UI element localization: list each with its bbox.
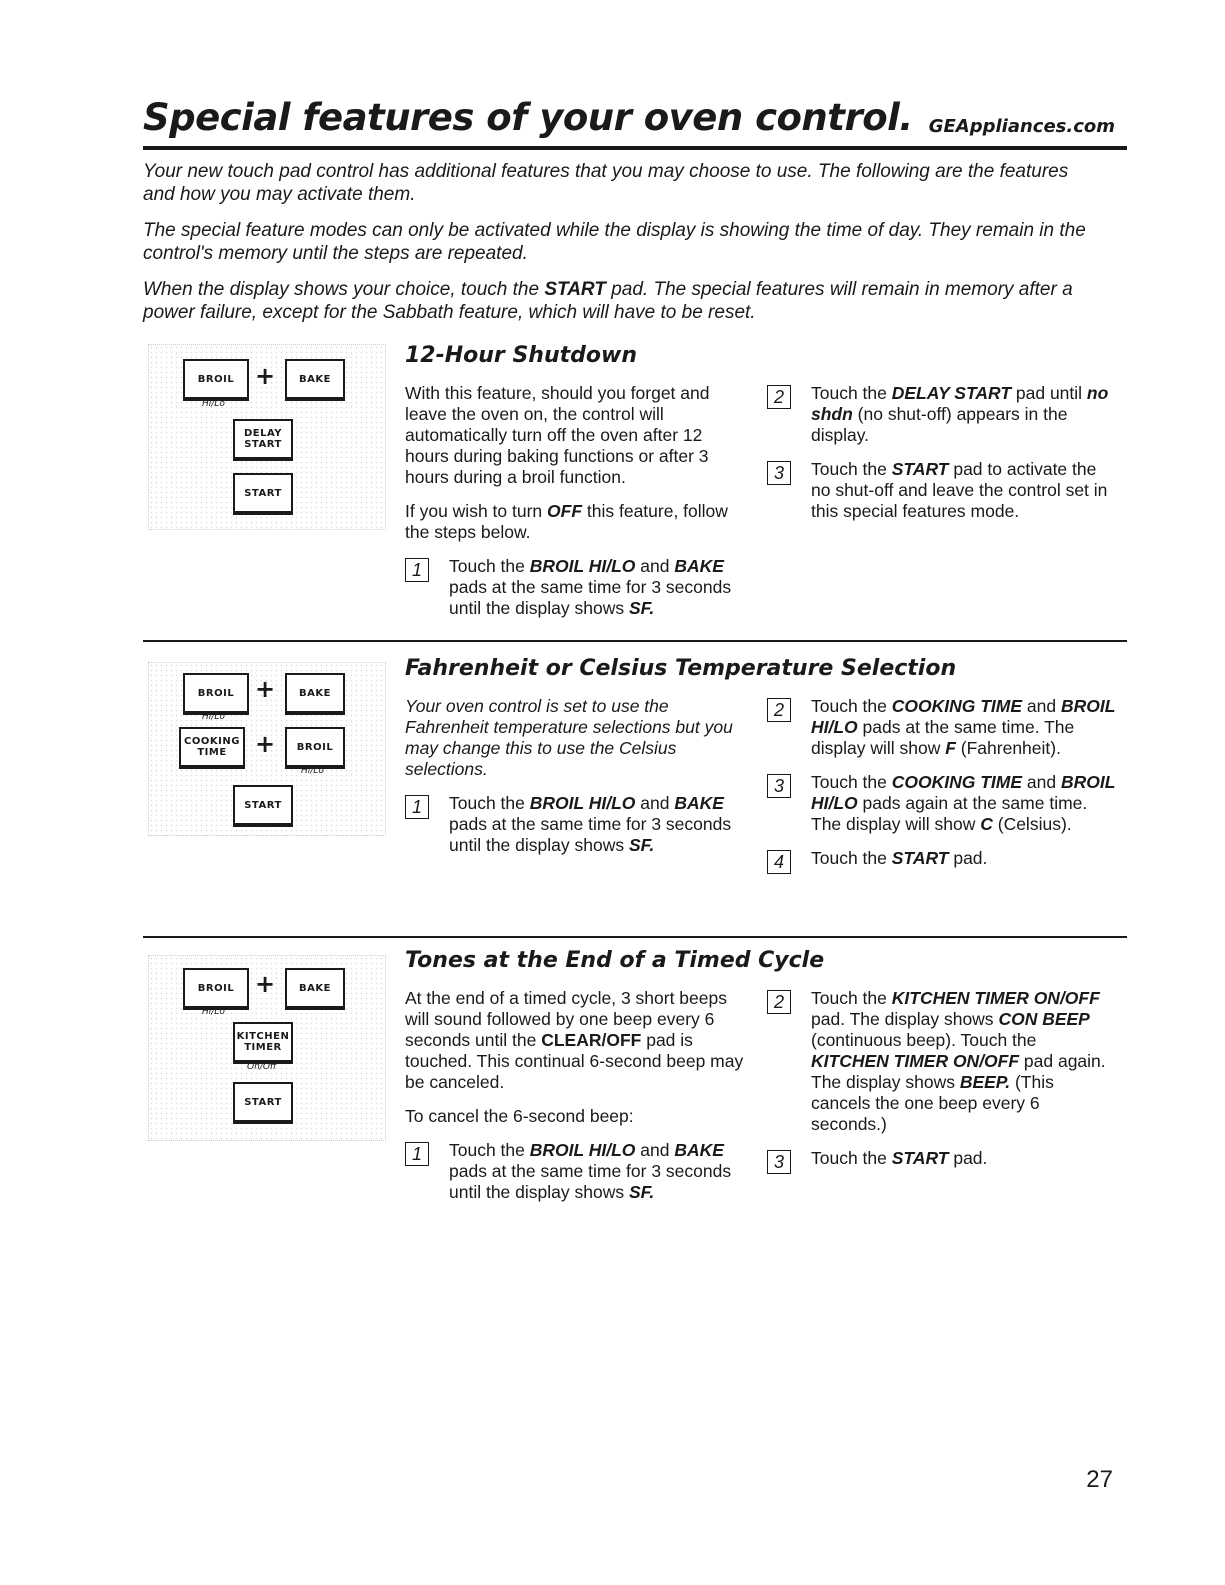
section-text (405, 696, 745, 869)
section-heading: 12-Hour Shutdown (405, 343, 637, 368)
page-number: 27 (1086, 1466, 1113, 1493)
section-heading: Tones at the End of a Timed Cycle (405, 948, 825, 973)
paragraph: With this feature, should you forget and leave the oven on, the control will automatically turn off the oven after 12 hours during baking functions or after 3 hours during a broil function. (405, 383, 710, 487)
page-title: Special features of your oven control. (143, 96, 913, 139)
header-rule (143, 146, 1127, 150)
step-number: 2 (767, 385, 791, 409)
section-text (767, 696, 1117, 882)
control-panel-illustration (148, 955, 386, 1141)
step-item: 3 Touch the START pad to activate the no shut-off and leave the control set in this special features mode. (767, 459, 1117, 522)
paragraph: Your oven control is set to use the Fahrenheit temperature selections but you may change this to use the Celsius selections. (405, 696, 733, 779)
section-text (767, 988, 1117, 1182)
kitchen-timer-pad: KITCHEN TIMER (233, 1022, 293, 1062)
step-item: 1 Touch the BROIL HI/LO and BAKE pads at the same time for 3 seconds until the display shows SF. (405, 793, 745, 856)
section-text (405, 383, 745, 632)
step-number: 3 (767, 461, 791, 485)
step-number: 1 (405, 795, 429, 819)
section-divider (143, 640, 1127, 642)
on-off-label: On/Off (247, 1062, 277, 1072)
hi-lo-label: Hi/Lo (202, 712, 225, 722)
step-item: 2 Touch the DELAY START pad until no shdn (no shut-off) appears in the display. (767, 383, 1117, 446)
section-divider (143, 936, 1127, 938)
control-panel-illustration (148, 344, 386, 530)
bake-pad: BAKE (285, 968, 345, 1008)
intro-paragraph: The special feature modes can only be activated while the display is showing the time of day. They remain in the control's memory until the steps are repeated. (143, 220, 1086, 264)
broil-pad: BROIL (183, 359, 249, 399)
section-text (405, 988, 745, 1216)
delay-start-pad: DELAY START (233, 419, 293, 459)
cooking-time-pad: COOKING TIME (179, 727, 245, 767)
paragraph: To cancel the 6-second beep: (405, 1106, 634, 1126)
step-item: 3 Touch the COOKING TIME and BROIL HI/LO pads again at the same time. The display will show C (Celsius). (767, 772, 1117, 835)
site-url: GEAppliances.com (928, 116, 1115, 137)
plus-icon: + (255, 970, 276, 998)
plus-icon: + (255, 675, 276, 703)
step-number: 4 (767, 850, 791, 874)
paragraph: If you wish to turn OFF this feature, follow the steps below. (405, 501, 728, 542)
step-number: 3 (767, 774, 791, 798)
start-pad: START (233, 1082, 293, 1122)
bake-pad: BAKE (285, 673, 345, 713)
step-item: 2 Touch the COOKING TIME and BROIL HI/LO pads at the same time. The display will show F (Fahrenheit). (767, 696, 1117, 759)
section-text (767, 383, 1117, 535)
intro-paragraph: When the display shows your choice, touch the START pad. The special features will remain in memory after a power failure, except for the Sabbath feature, which will have to be reset. (143, 279, 1073, 323)
start-pad: START (233, 473, 293, 513)
intro-paragraph: Your new touch pad control has additional features that you may choose to use. The following are the features and how you may activate them. (143, 161, 1069, 205)
start-pad: START (233, 785, 293, 825)
broil-pad: BROIL (285, 727, 345, 767)
hi-lo-label: Hi/Lo (202, 399, 225, 409)
control-panel-illustration (148, 662, 386, 836)
bake-pad: BAKE (285, 359, 345, 399)
intro-text (143, 160, 1103, 337)
hi-lo-label: Hi/Lo (301, 766, 324, 776)
step-number: 1 (405, 558, 429, 582)
section-heading: Fahrenheit or Celsius Temperature Selection (405, 656, 957, 681)
step-item: 1 Touch the BROIL HI/LO and BAKE pads at the same time for 3 seconds until the display shows SF. (405, 1140, 745, 1203)
hi-lo-label: Hi/Lo (202, 1007, 225, 1017)
step-number: 2 (767, 990, 791, 1014)
step-item: 1 Touch the BROIL HI/LO and BAKE pads at the same time for 3 seconds until the display shows SF. (405, 556, 745, 619)
step-number: 2 (767, 698, 791, 722)
step-item: 4 Touch the START pad. (767, 848, 1117, 869)
step-number: 3 (767, 1150, 791, 1174)
plus-icon: + (255, 362, 276, 390)
step-item: 3 Touch the START pad. (767, 1148, 1117, 1169)
plus-icon: + (255, 730, 276, 758)
step-number: 1 (405, 1142, 429, 1166)
step-item: 2 Touch the KITCHEN TIMER ON/OFF pad. The display shows CON BEEP (continuous beep). Touch the KITCHEN TIMER ON/OFF pad again. The display shows BEEP. (This cancels the one beep every 6 seconds.) (767, 988, 1117, 1135)
broil-pad: BROIL (183, 968, 249, 1008)
paragraph: At the end of a timed cycle, 3 short beeps will sound followed by one beep every 6 seconds until the CLEAR/OFF pad is touched. This continual 6-second beep may be canceled. (405, 988, 744, 1092)
broil-pad: BROIL (183, 673, 249, 713)
